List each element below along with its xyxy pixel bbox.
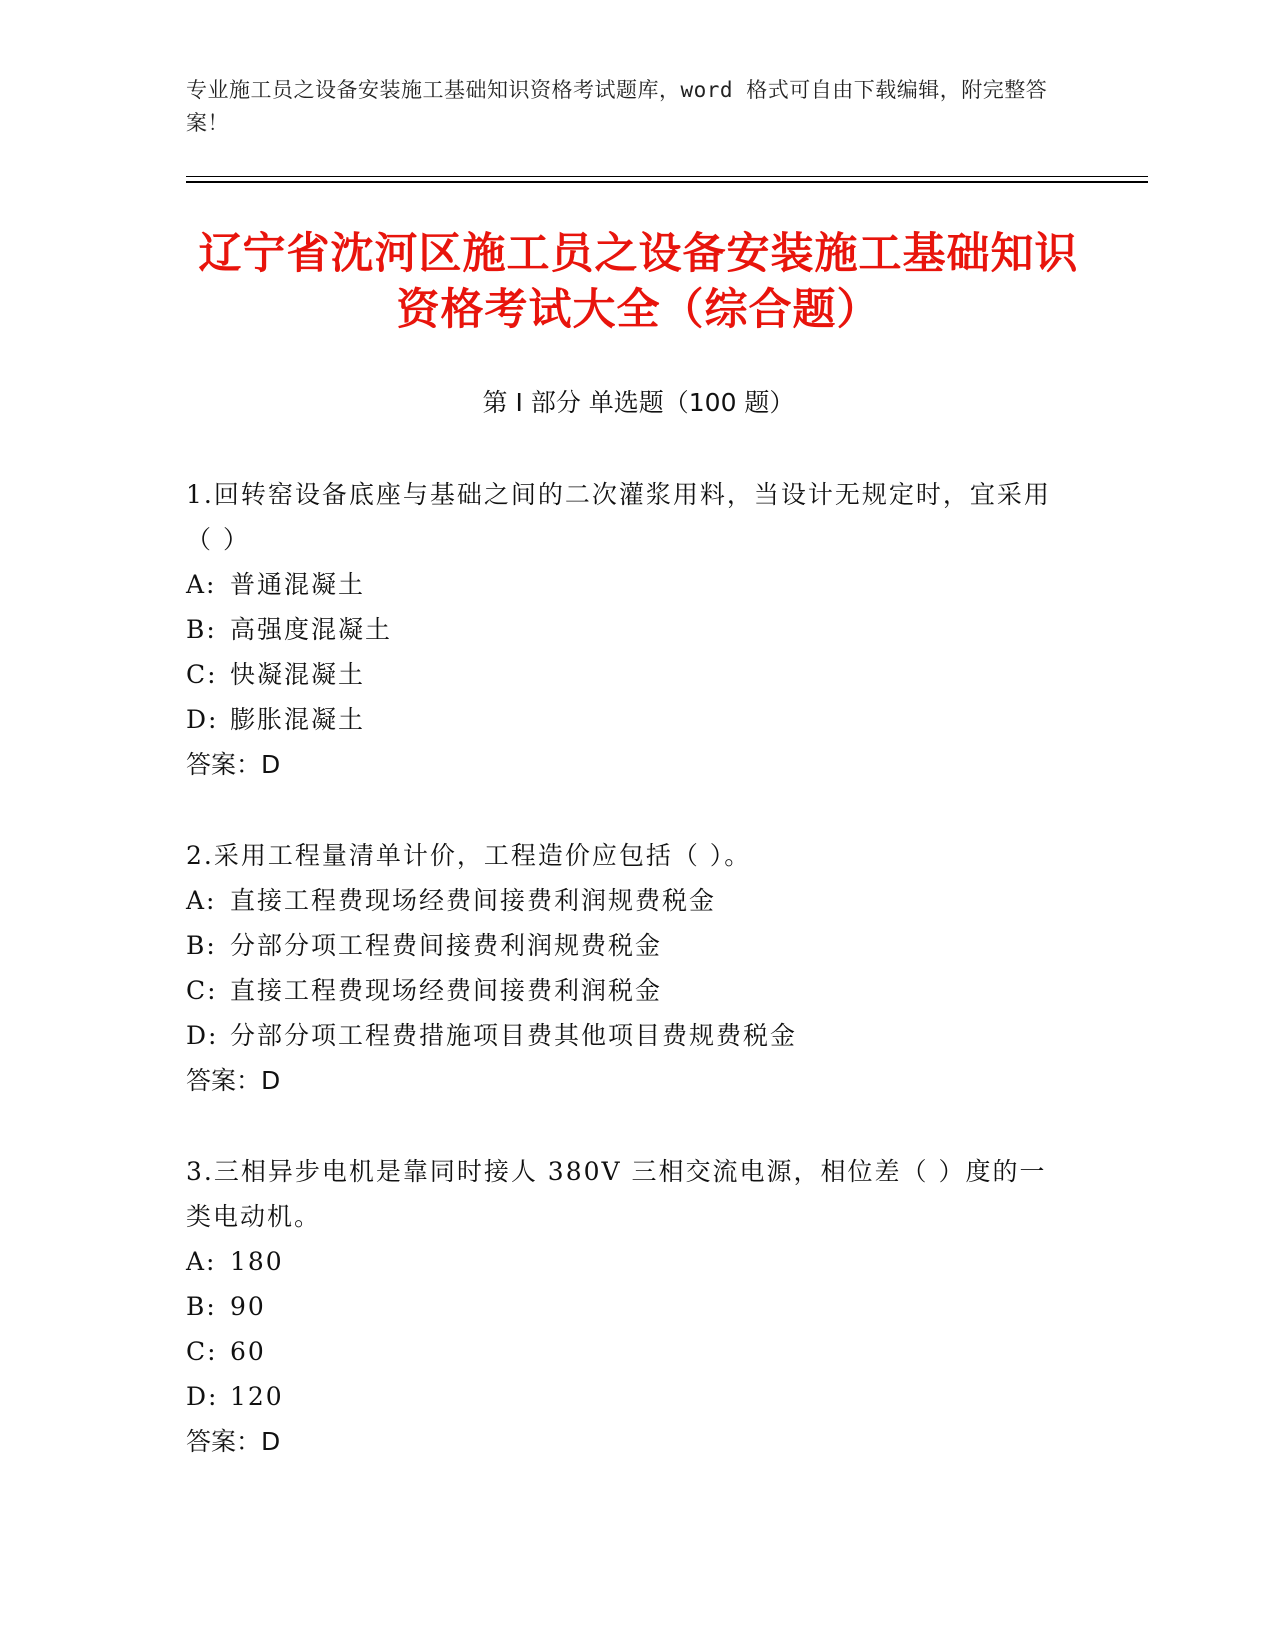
option-key: D: — [186, 1021, 219, 1050]
option-text: 膨胀混凝土 — [230, 705, 366, 734]
option-d — [186, 697, 1066, 742]
header-divider-thick — [186, 181, 1148, 183]
option-c — [186, 1329, 1066, 1374]
answer-line: 答案：D — [186, 1427, 281, 1456]
header-divider-thin — [186, 176, 1148, 177]
option-a — [186, 1239, 1066, 1284]
option-b — [186, 607, 1066, 652]
option-key: C: — [186, 976, 218, 1005]
option-text: 高强度混凝土 — [230, 615, 393, 644]
option-text: 直接工程费现场经费间接费利润税金 — [230, 976, 663, 1005]
option-a — [186, 562, 1066, 607]
option-key: A: — [186, 1247, 217, 1276]
option-text: 180 — [230, 1247, 284, 1276]
option-c — [186, 652, 1066, 697]
option-b — [186, 923, 1066, 968]
answer-line: 答案：D — [186, 750, 281, 779]
question-stem: 2.采用工程量清单计价，工程造价应包括（ ）。 — [186, 841, 752, 870]
option-text: 分部分项工程费措施项目费其他项目费规费税金 — [230, 1021, 798, 1050]
option-d — [186, 1374, 1066, 1419]
option-key: B: — [186, 1292, 217, 1321]
option-key: A: — [186, 886, 217, 915]
option-text: 快凝混凝土 — [230, 660, 366, 689]
option-b — [186, 1284, 1066, 1329]
question-stem: 3.三相异步电机是靠同时接人 380V 三相交流电源，相位差（ ）度的一类电动机。 — [186, 1157, 1047, 1231]
option-key: B: — [186, 931, 217, 960]
question-1 — [186, 472, 1066, 787]
question-2 — [186, 833, 1066, 1103]
option-text: 120 — [230, 1382, 284, 1411]
option-key: B: — [186, 615, 217, 644]
option-d — [186, 1013, 1066, 1058]
option-key: C: — [186, 660, 218, 689]
header-note: 专业施工员之设备安装施工基础知识资格考试题库，word 格式可自由下载编辑，附完整答案！ — [186, 78, 1048, 135]
answer-line: 答案：D — [186, 1066, 281, 1095]
option-key: D: — [186, 705, 219, 734]
option-text: 直接工程费现场经费间接费利润规费税金 — [230, 886, 717, 915]
option-text: 90 — [230, 1292, 266, 1321]
option-text: 普通混凝土 — [230, 570, 366, 599]
question-list — [186, 472, 1066, 1510]
question-stem: 1.回转窑设备底座与基础之间的二次灌浆用料，当设计无规定时，宜采用（ ） — [186, 480, 1051, 554]
option-text: 分部分项工程费间接费利润规费税金 — [230, 931, 663, 960]
section-title: 第 I 部分 单选题（100 题） — [482, 388, 795, 417]
option-key: C: — [186, 1337, 218, 1366]
option-key: A: — [186, 570, 217, 599]
option-key: D: — [186, 1382, 219, 1411]
document-title: 辽宁省沈河区施工员之设备安装施工基础知识资格考试大全（综合题） — [198, 229, 1079, 335]
option-c — [186, 968, 1066, 1013]
option-text: 60 — [230, 1337, 266, 1366]
option-a — [186, 878, 1066, 923]
question-3 — [186, 1149, 1066, 1464]
